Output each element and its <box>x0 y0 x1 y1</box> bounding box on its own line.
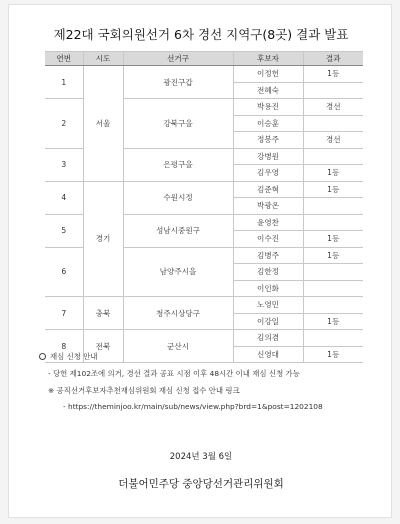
district-cell: 군산시 <box>123 330 233 363</box>
region-cell: 충북 <box>83 297 123 330</box>
region-cell: 전북 <box>83 330 123 363</box>
result-cell: 1등 <box>303 247 363 264</box>
district-cell: 은평구을 <box>123 148 233 181</box>
candidate-name-cell: 노영민 <box>233 297 303 314</box>
candidate-name-cell: 이수진 <box>233 231 303 248</box>
result-cell <box>303 264 363 281</box>
result-cell <box>303 198 363 215</box>
result-cell: 1등 <box>303 66 363 83</box>
result-cell <box>303 297 363 314</box>
result-cell <box>303 214 363 231</box>
district-number-cell: 2 <box>45 99 83 149</box>
result-cell: 1등 <box>303 231 363 248</box>
result-cell: 1등 <box>303 181 363 198</box>
table-row <box>45 330 363 347</box>
issue-date: 2024년 3월 6일 <box>169 452 233 462</box>
header-result: 결과 <box>303 52 363 66</box>
district-number-cell: 7 <box>45 297 83 330</box>
region-cell: 서울 <box>83 66 123 182</box>
table-row <box>45 181 363 198</box>
candidate-name-cell: 신영대 <box>233 346 303 363</box>
organization-name: 더불어민주당 중앙당선거관리위원회 <box>118 478 284 490</box>
district-number-cell: 5 <box>45 214 83 247</box>
candidate-name-cell: 전혜숙 <box>233 82 303 99</box>
district-cell: 수원시정 <box>123 181 233 214</box>
notes-link[interactable]: - https://theminjoo.kr/main/sub/news/view.php?brd=1&post=1202108 <box>63 402 323 411</box>
region-cell: 경기 <box>83 181 123 297</box>
document-page <box>8 4 392 518</box>
candidate-name-cell: 김한정 <box>233 264 303 281</box>
result-cell <box>303 115 363 132</box>
district-cell: 청주시상당구 <box>123 297 233 330</box>
results-table <box>45 51 363 363</box>
result-cell: 경선 <box>303 132 363 149</box>
district-number-cell: 4 <box>45 181 83 214</box>
district-cell: 광진구갑 <box>123 66 233 99</box>
district-cell: 강북구을 <box>123 99 233 149</box>
result-cell: 1등 <box>303 165 363 182</box>
notes-line-1: - 당헌 제102조에 의거, 경선 결과 공표 시점 이후 48시간 이내 재심 신청 가능 <box>48 369 300 378</box>
result-cell <box>303 148 363 165</box>
candidate-name-cell: 박용진 <box>233 99 303 116</box>
result-cell: 1등 <box>303 313 363 330</box>
candidate-name-cell: 김준혁 <box>233 181 303 198</box>
circle-bullet-icon <box>39 353 46 360</box>
table-row <box>45 66 363 83</box>
candidate-name-cell: 박광온 <box>233 198 303 215</box>
candidate-name-cell: 김우영 <box>233 165 303 182</box>
header-district: 선거구 <box>123 52 233 66</box>
header-region: 시도 <box>83 52 123 66</box>
result-cell: 1등 <box>303 346 363 363</box>
candidate-name-cell: 강병원 <box>233 148 303 165</box>
candidate-name-cell: 김병주 <box>233 247 303 264</box>
candidate-name-cell: 이인화 <box>233 280 303 297</box>
page-title: 제22대 국회의원선거 6차 경선 지역구(8곳) 결과 발표 <box>53 27 349 42</box>
notes-line-2: ※ 공직선거후보자추천재심위원회 재심 신청 접수 안내 링크 <box>48 386 240 395</box>
district-number-cell: 3 <box>45 148 83 181</box>
table-row <box>45 297 363 314</box>
district-number-cell: 8 <box>45 330 83 363</box>
district-cell: 남양주시을 <box>123 247 233 297</box>
result-cell <box>303 330 363 347</box>
district-number-cell: 6 <box>45 247 83 297</box>
result-cell: 경선 <box>303 99 363 116</box>
candidate-name-cell: 윤영찬 <box>233 214 303 231</box>
candidate-name-cell: 김의겸 <box>233 330 303 347</box>
header-no: 연번 <box>45 52 83 66</box>
notes-heading: 재심 신청 안내 <box>50 352 98 361</box>
notes-heading-line <box>39 351 98 362</box>
candidate-name-cell: 이승훈 <box>233 115 303 132</box>
district-number-cell: 1 <box>45 66 83 99</box>
candidate-name-cell: 정봉주 <box>233 132 303 149</box>
result-cell <box>303 280 363 297</box>
candidate-name-cell: 이강일 <box>233 313 303 330</box>
result-cell <box>303 82 363 99</box>
table-header-row <box>45 52 363 66</box>
results-table-body <box>45 66 363 363</box>
candidate-name-cell: 이정헌 <box>233 66 303 83</box>
header-candidate: 후보자 <box>233 52 303 66</box>
district-cell: 성남시중원구 <box>123 214 233 247</box>
